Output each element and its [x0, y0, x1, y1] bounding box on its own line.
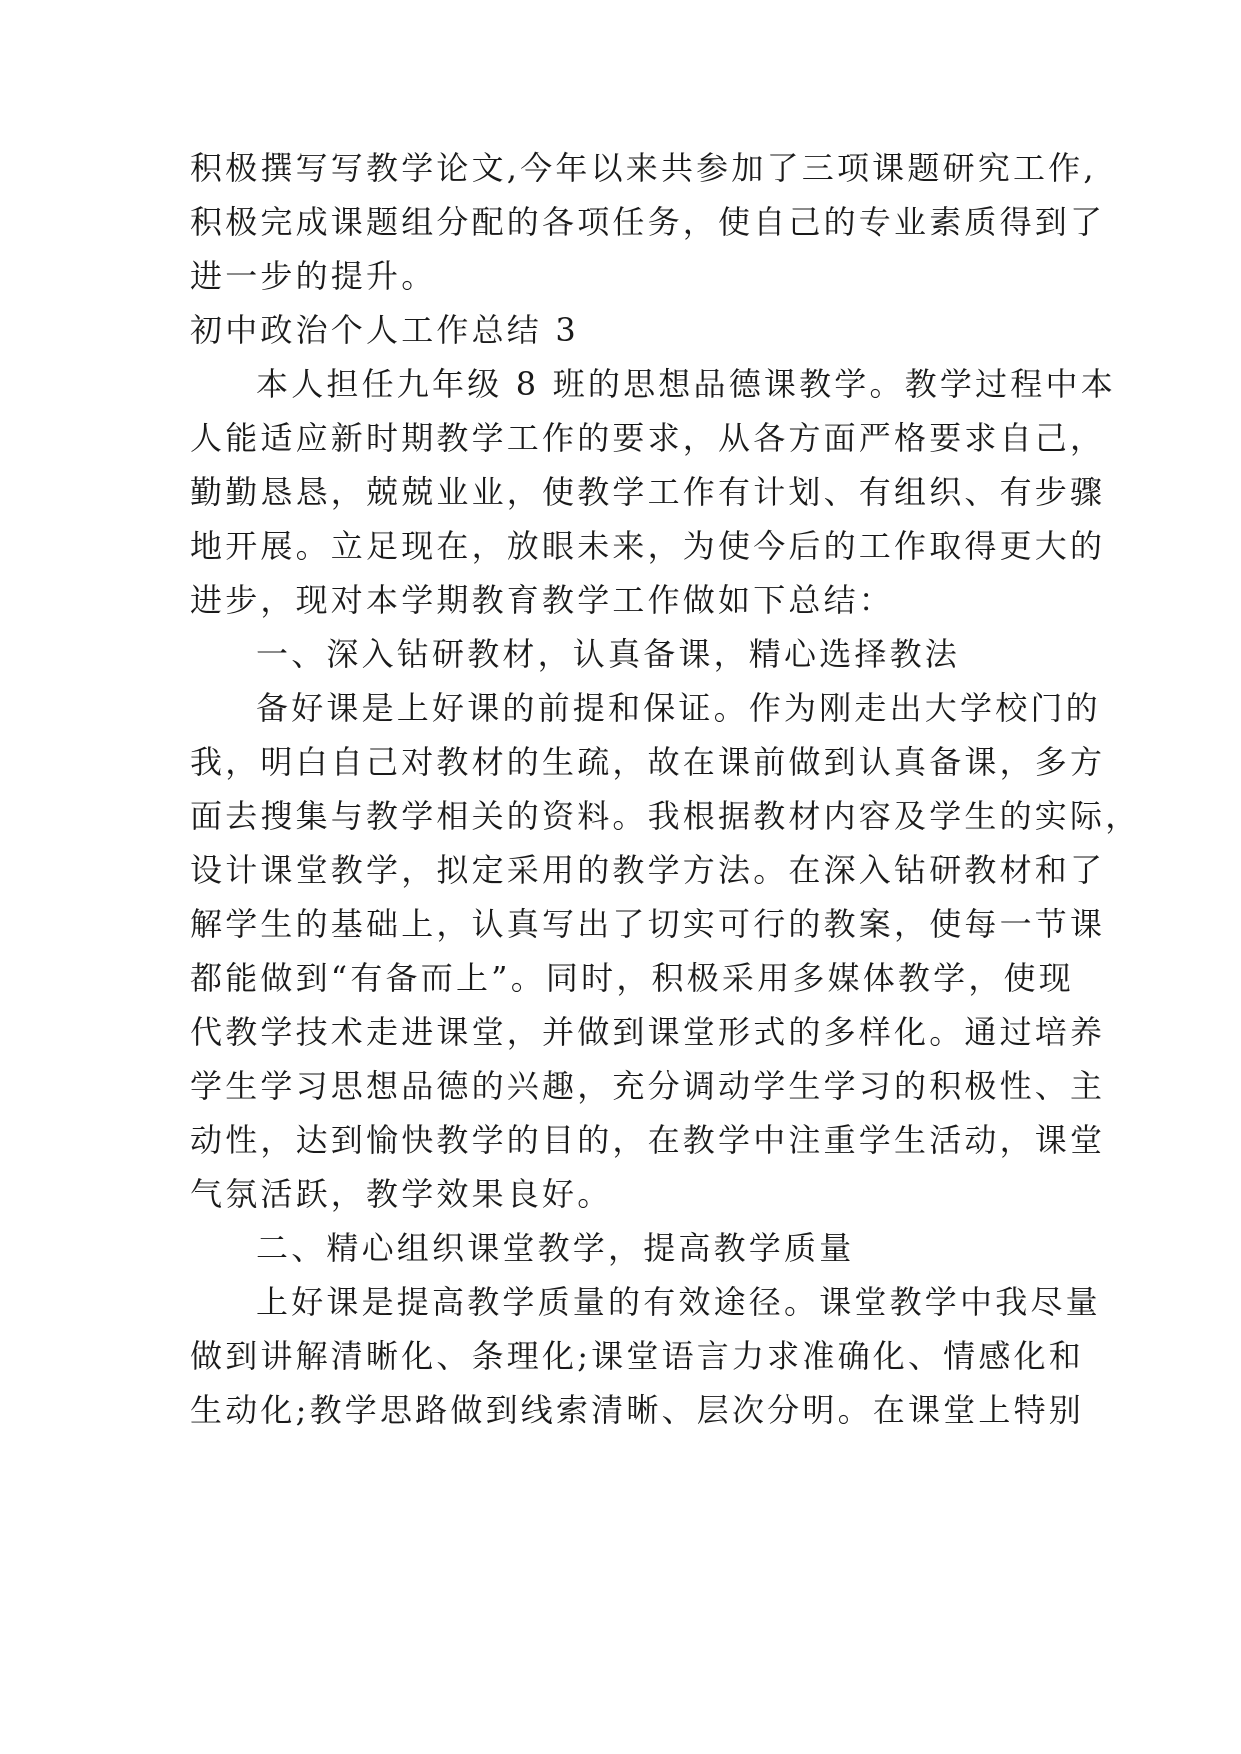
body-text-line: 勤勤恳恳，兢兢业业，使教学工作有计划、有组织、有步骤 — [190, 473, 1106, 511]
body-text-line: 我，明白自己对教材的生疏，故在课前做到认真备课，多方 — [190, 743, 1106, 781]
body-text-line: 积极完成课题组分配的各项任务，使自己的专业素质得到了 — [190, 203, 1106, 241]
body-text-line: 面去搜集与教学相关的资料。我根据教材内容及学生的实际， — [190, 797, 1141, 835]
body-text-line: 气氛活跃，教学效果良好。 — [190, 1175, 613, 1213]
body-text-line: 积极撰写写教学论文,今年以来共参加了三项课题研究工作, — [190, 149, 1097, 187]
body-text-line: 人能适应新时期教学工作的要求，从各方面严格要求自己， — [190, 419, 1106, 457]
body-text-line: 地开展。立足现在，放眼未来，为使今后的工作取得更大的 — [190, 527, 1106, 565]
paragraph-first-line: 本人担任九年级 8 班的思想品德课教学。教学过程中本 — [256, 365, 1116, 403]
body-text-line: 解学生的基础上，认真写出了切实可行的教案，使每一节课 — [190, 905, 1106, 943]
paragraph-first-line: 上好课是提高教学质量的有效途径。课堂教学中我尽量 — [256, 1283, 1101, 1321]
paragraph-first-line: 备好课是上好课的前提和保证。作为刚走出大学校门的 — [256, 689, 1101, 727]
subsection-heading: 一、深入钻研教材，认真备课，精心选择教法 — [256, 635, 961, 673]
body-text-line: 生动化;教学思路做到线索清晰、层次分明。在课堂上特别 — [190, 1391, 1084, 1429]
body-text-line: 都能做到“有备而上”。同时，积极采用多媒体教学，使现 — [190, 959, 1074, 997]
body-text-line: 学生学习思想品德的兴趣，充分调动学生学习的积极性、主 — [190, 1067, 1106, 1105]
body-text-line: 做到讲解清晰化、条理化;课堂语言力求准确化、情感化和 — [190, 1337, 1084, 1375]
body-text-line: 设计课堂教学，拟定采用的教学方法。在深入钻研教材和了 — [190, 851, 1106, 889]
body-text-line: 进一步的提升。 — [190, 257, 437, 295]
section-heading: 初中政治个人工作总结 3 — [190, 311, 579, 349]
body-text-line: 动性，达到愉快教学的目的，在教学中注重学生活动，课堂 — [190, 1121, 1106, 1159]
body-text-line: 进步，现对本学期教育教学工作做如下总结： — [190, 581, 895, 619]
subsection-heading: 二、精心组织课堂教学，提高教学质量 — [256, 1229, 855, 1267]
body-text-line: 代教学技术走进课堂，并做到课堂形式的多样化。通过培养 — [190, 1013, 1106, 1051]
